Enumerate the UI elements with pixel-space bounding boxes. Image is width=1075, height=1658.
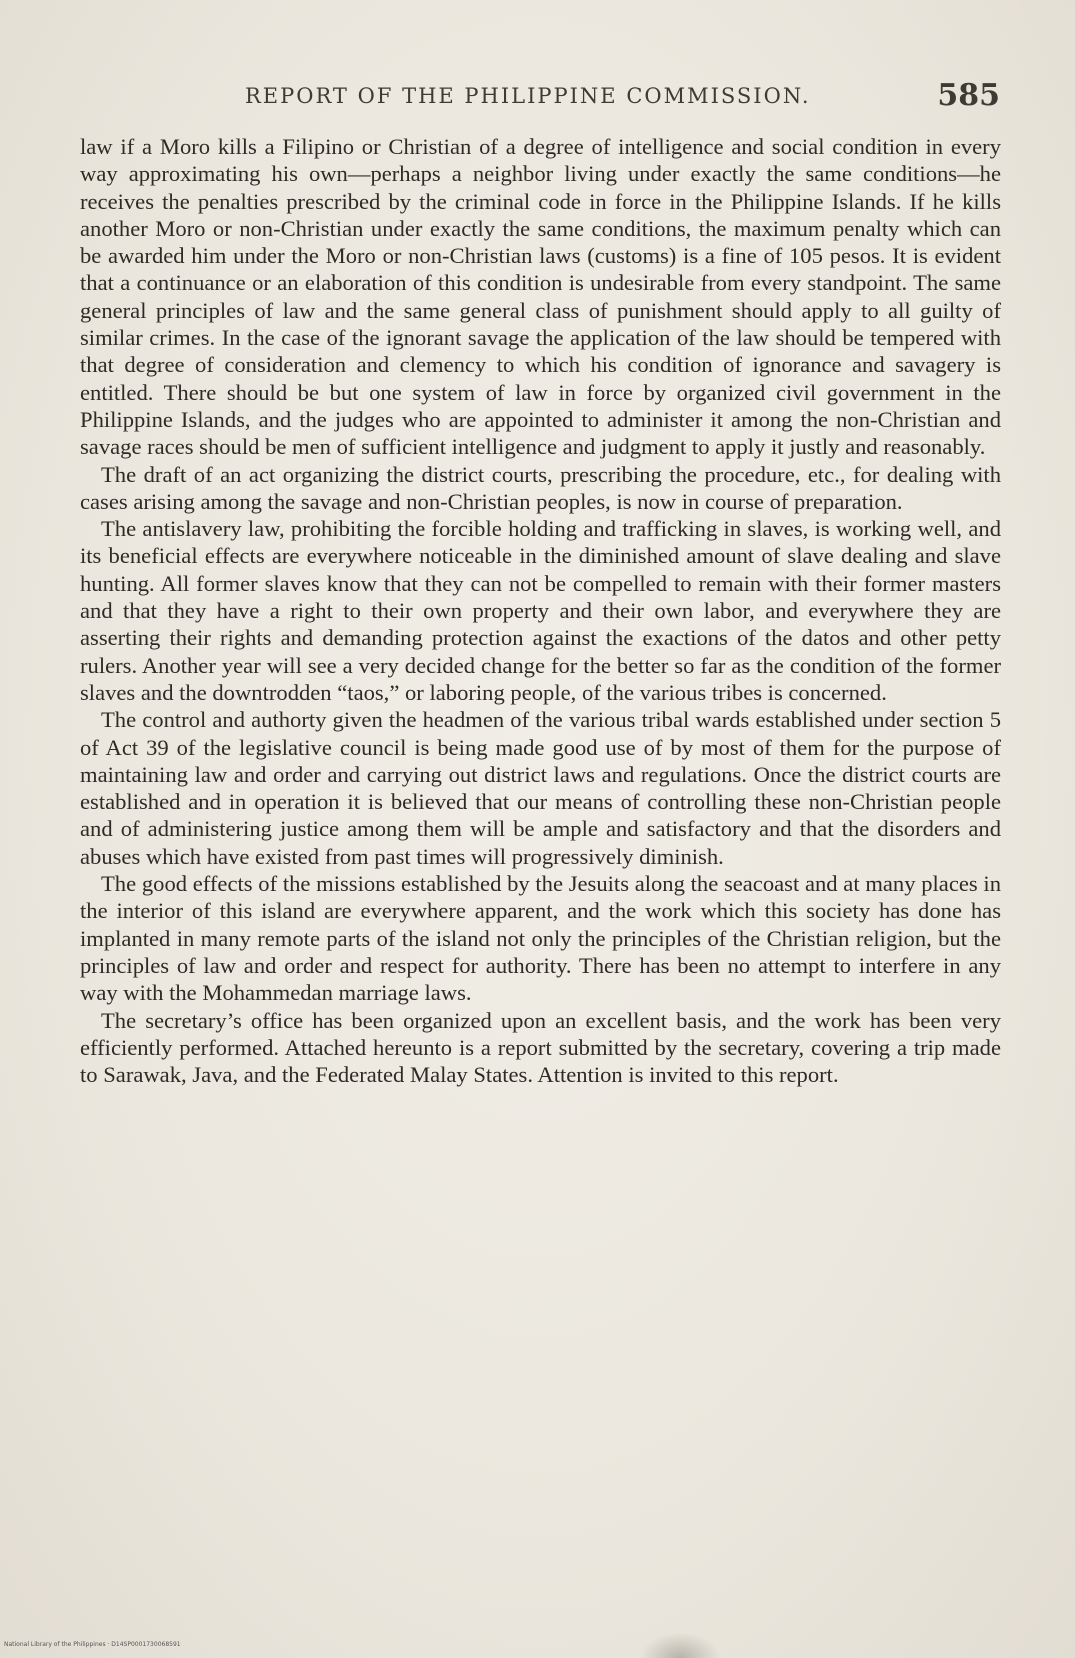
paragraph: law if a Moro kills a Filipino or Christian of a degree of intelligence and social condition in every way approximating his own—perhaps a neighbor living under exactly the same conditions—he receives the penalties prescribed by the criminal code in force in the Philippine Islands. If he kills another Moro or non-Christian under exactly the same conditions, the maximum penalty which can be awarded him under the Moro or non-Christian laws (customs) is a fine of 105 pesos. It is evident that a continuance or an elaboration of this condition is undesirable from every standpoint. The same general principles of law and the same general class of punishment should apply to all guilty of similar crimes. In the case of the ignorant savage the application of the law should be tempered with that degree of consideration and clemency to which his condition of ignorance and savagery is entitled. There should be but one system of law in force by organized civil government in the Philippine Islands, and the judges who are appointed to administer it among the non-Christian and savage races should be men of sufficient intelligence and judgment to apply it justly and reasonably. bbox=[80, 134, 1001, 460]
scan-smudge bbox=[640, 1632, 720, 1658]
paragraph: The secretary’s office has been organized upon an excellent basis, and the work has been very efficiently performed. Attached hereunto is a report submitted by the secretary, covering a trip made to Sarawak, Java, and the Federated Malay States. Attention is invited to this report. bbox=[80, 1007, 1001, 1088]
paragraph: The good effects of the missions established by the Jesuits along the seacoast and at many places in the interior of this island are everywhere apparent, and the work which this society has done has implanted in many remote parts of the island not only the principles of the Christian religion, but the principles of law and order and respect for authority. There has been no attempt to interfere in any way with the Mohammedan marriage laws. bbox=[80, 871, 1001, 1006]
running-head: REPORT OF THE PHILIPPINE COMMISSION. bbox=[245, 84, 811, 108]
paragraph: The draft of an act organizing the district courts, prescribing the procedure, etc., for dealing with cases arising among the savage and non-Christian peoples, is now in course of preparation. bbox=[80, 461, 1001, 514]
page-header bbox=[80, 78, 1000, 118]
scan-footer: National Library of the Philippines · D14SP0001730068591 bbox=[4, 1641, 181, 1648]
page-number: 585 bbox=[937, 78, 1000, 113]
body-text bbox=[80, 133, 1001, 1088]
paragraph: The control and authorty given the headmen of the various tribal wards established under section 5 of Act 39 of the legislative council is being made good use of by most of them for the purpose of maintaining law and order and carrying out district laws and regulations. Once the district courts are established and in operation it is believed that our means of controlling these non-Christian people and of administering justice among them will be ample and satisfactory and that the disorders and abuses which have existed from past times will progressively diminish. bbox=[80, 707, 1001, 869]
paragraph: The antislavery law, prohibiting the forcible holding and trafficking in slaves, is working well, and its beneficial effects are everywhere noticeable in the diminished amount of slave dealing and slave hunting. All former slaves know that they can not be compelled to remain with their former masters and that they have a right to their own property and their own labor, and everywhere they are asserting their rights and demanding protection against the exactions of the datos and other petty rulers. Another year will see a very decided change for the better so far as the condition of the former slaves and the downtrodden “taos,” or laboring people, of the various tribes is concerned. bbox=[80, 516, 1001, 705]
